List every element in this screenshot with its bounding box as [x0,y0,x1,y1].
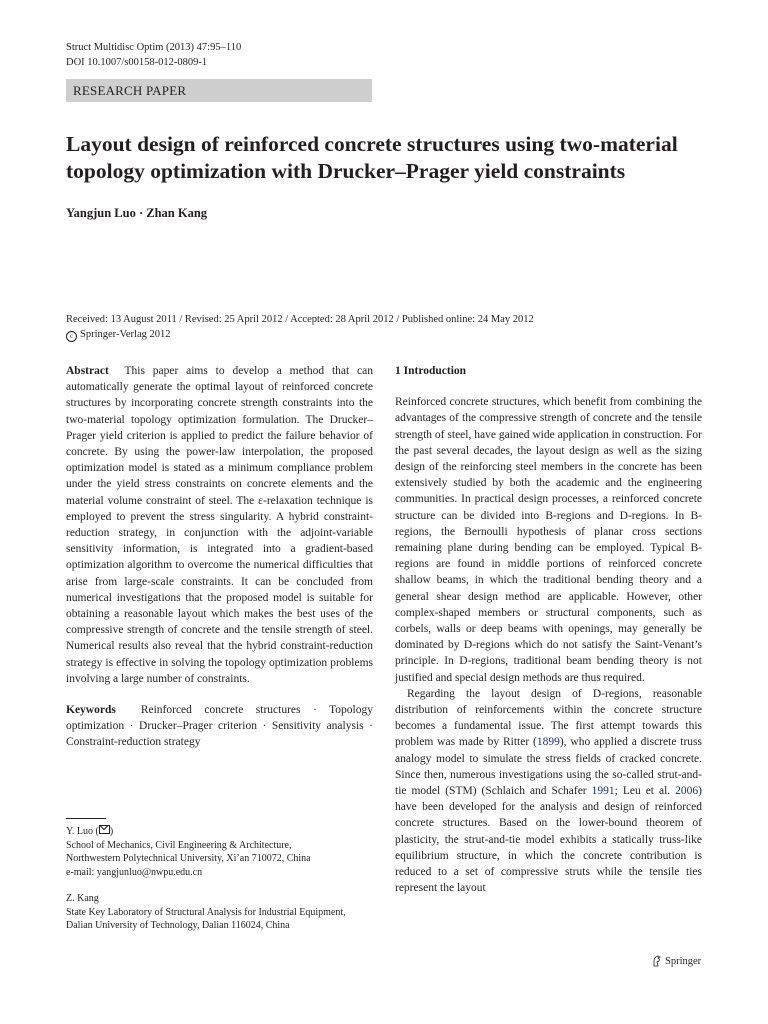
keywords-text: Reinforced concrete structures · Topology optimization · Drucker–Prager criterion · Sensitivity analysis · Constraint-reduction strategy [66,704,374,749]
right-column [395,363,702,897]
affiliation-kang [66,892,376,933]
publication-history [66,312,534,342]
journal-citation: Struct Multidisc Optim (2013) 47:95–110 [66,42,242,53]
section-heading: 1 Introduction [395,365,467,377]
email[interactable]: e-mail: yangjunluo@nwpu.edu.cn [66,866,203,878]
affiliation-line: State Key Laboratory of Structural Analysis for Industrial Equipment, [66,906,346,918]
paper-title: Layout design of reinforced concrete structures using two-material topology optimization with Drucker–Prager yield constraints [66,132,678,183]
footnote-rule [66,818,106,819]
affiliation-line: Northwestern Polytechnical University, Xi’an 710072, China [66,853,311,864]
author-name-kang: Z. Kang [66,893,99,904]
citation-link[interactable]: 1899 [536,736,560,749]
intro-paragraph-2: Regarding the layout design of D-regions, reasonable distribution of reinforcements within the concrete structure becomes a fundamental issue. The first attempt towards this problem was made by Ritter (1899), who applied a discrete truss analogy model to simulate the stress fields of cracked concrete. Since then, numerous investigations using the so-called strut-and-tie model (STM) (Schlaich and Schafer 1991; Leu et al. 2006) have been developed for the analysis and design of reinforced concrete structures. Based on the lower-bound theorem of plasticity, the strut-and-tie model exhibits a statically truss-like equilibrium structure, in which the concrete contribution is reduced to a set of compressive struts while the tensile ties represent the layout [395,687,702,895]
citation-link[interactable]: 2006 [675,785,699,798]
publisher-name: Springer [665,955,702,967]
copyright-line [66,327,534,342]
abstract-text: This paper aims to develop a method that can automatically generate the optimal layout of reinforced concrete structures by incorporating concrete strength constraints into the two-material topology optimization formulation. The Drucker–Prager yield criterion is applied to predict the failure behavior of concrete. By using the power-law interpolation, the proposed optimization model is stated as a minimum compliance problem under the yield stress constraints on concrete elements and the material volume constraint of steel. The ε-relaxation technique is employed to prevent the stress singularity. A hybrid constraint-reduction strategy, in conjunction with the adjoint-variable sensitivity information, is integrated into a gradient-based optimization algorithm to overcome the numerical difficulties that arise from large-scale constraints. It can be concluded from numerical investigations that the proposed model is suitable for obtaining a reasonable layout which makes the best uses of the compressive strength of concrete and the tensile strength of steel. Numerical results also reveal that the hybrid constraint-reduction strategy is effective in solving the topology optimization problems involving a large number of constraints. [66,365,373,685]
keywords-label: Keywords [66,704,116,717]
author-name-luo: Y. Luo ( ) [66,826,114,837]
publisher-footer [652,955,701,967]
copyright-icon: c [66,331,77,342]
copyright-text: Springer-Verlag 2012 [80,329,171,340]
authors: Yangjun Luo · Zhan Kang [66,206,208,220]
affiliation-line: School of Mechanics, Civil Engineering & Architecture, [66,839,292,851]
affiliation-line: Dalian University of Technology, Dalian 116024, China [66,920,290,931]
dates-line: Received: 13 August 2011 / Revised: 25 April 2012 / Accepted: 28 April 2012 / Published online: 24 May 2012 [66,314,534,325]
abstract-label: Abstract [66,365,109,377]
affiliation-luo [66,825,376,879]
intro-paragraph-1: Reinforced concrete structures, which benefit from combining the advantages of the compressive strength of concrete and the tensile strength of steel, have gained wide application in construction. For the past several decades, the layout design as well as the sizing design of the reinforcing steel members in the concrete has been extensively studied by both the academic and the engineering communities. In practical design processes, a reinforced concrete structure can be divided into B-regions and D-regions. In B-regions, the Bernoulli hypothesis of planar cross sections remaining plane during bending can be employed. Typical B-regions are found in middle portions of reinforced concrete shallow beams, in which the traditional bending theory and a general shear design method are applicable. However, other complex-shaped members or structural components, such as corbels, walls or deep beams with openings, may generally be dominated by D-regions which do not satisfy the Saint-Venant’s principle. In D-regions, traditional beam bending theory is not justified and special design methods are thus required. [395,396,702,684]
springer-logo-icon [652,955,662,967]
journal-header [66,40,241,70]
envelope-icon [99,825,110,834]
doi: DOI 10.1007/s00158-012-0809-1 [66,57,208,68]
citation-link[interactable]: 1991 [591,785,615,798]
article-type-banner: RESEARCH PAPER [66,79,372,102]
left-column [66,363,373,751]
keywords [66,702,373,751]
abstract [66,363,373,687]
